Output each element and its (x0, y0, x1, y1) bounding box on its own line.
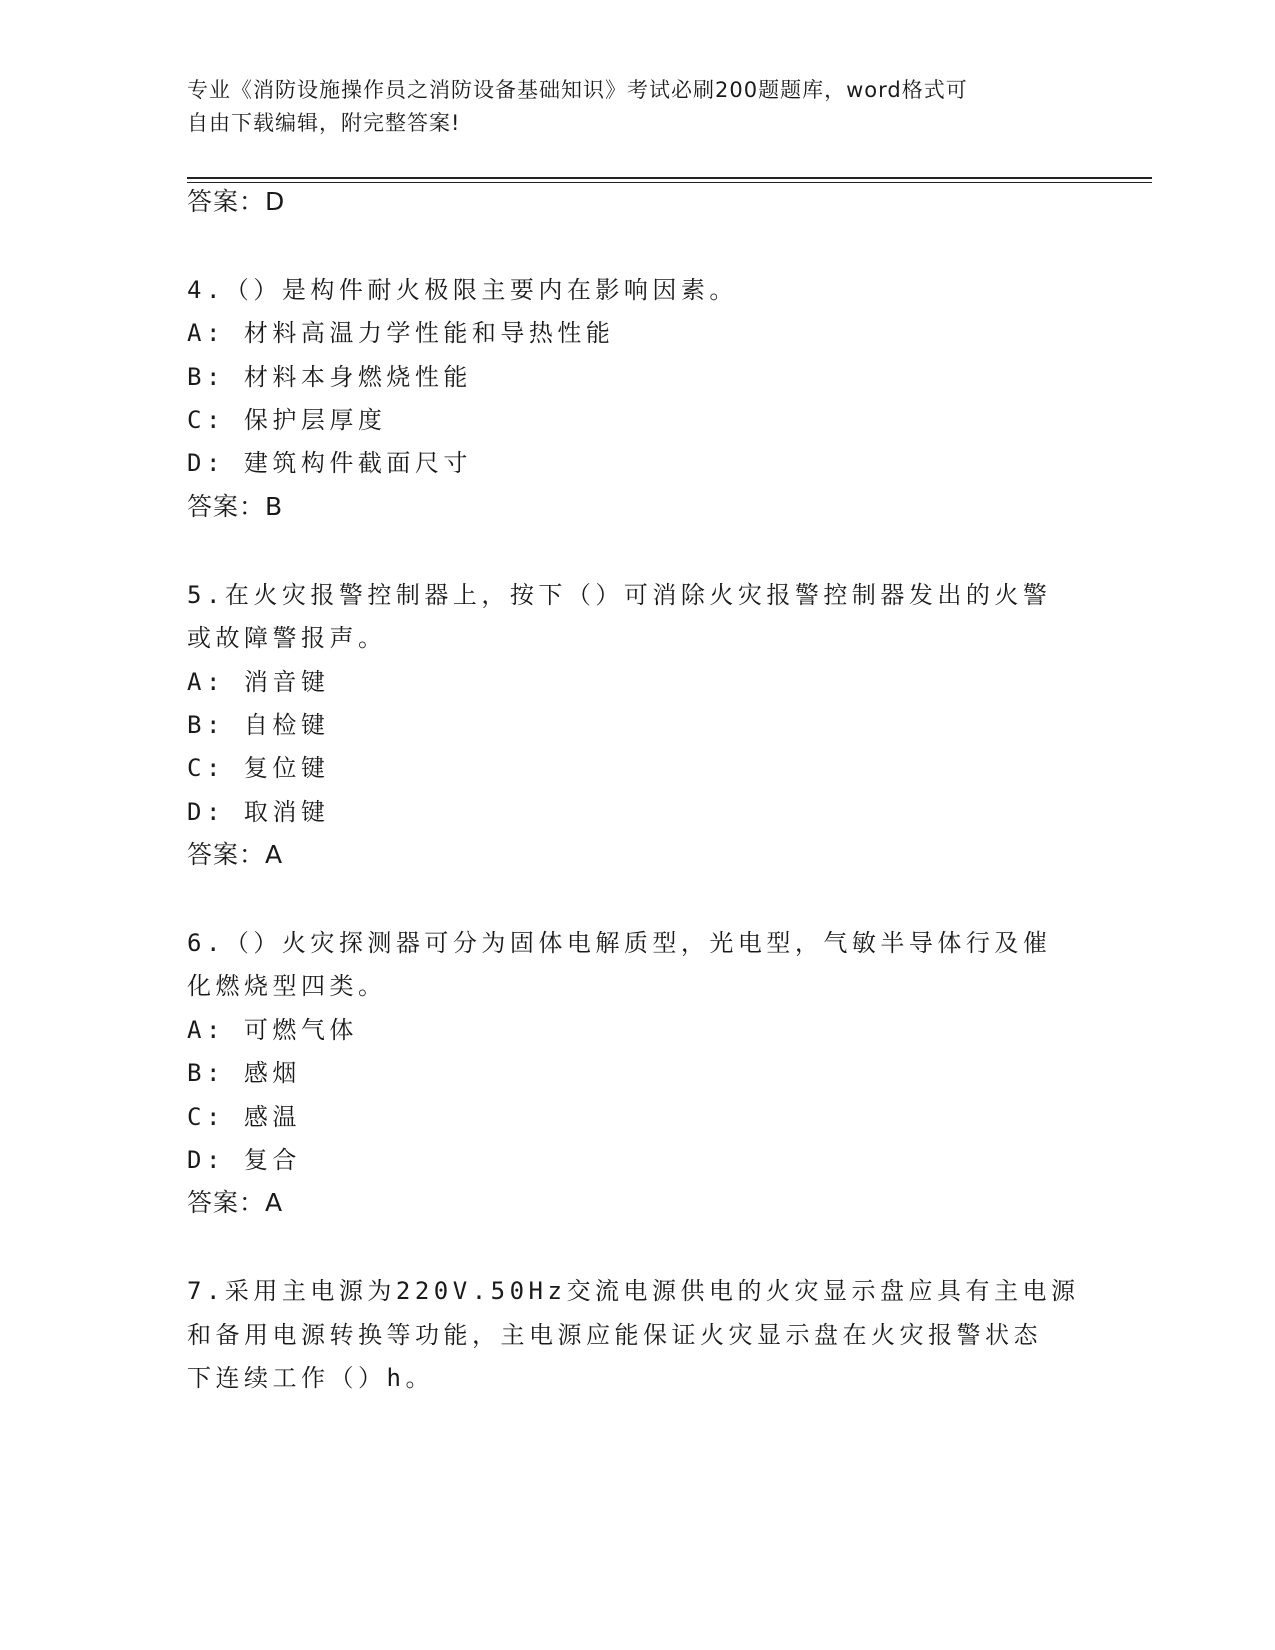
q7-stem-line-3: 下连续工作（）h。 (187, 1364, 434, 1392)
q7-stem-line-1: 7.采用主电源为220V.50Hz交流电源供电的火灾显示盘应具有主电源 (187, 1277, 1080, 1305)
q4-option-a: A: 材料高温力学性能和导热性能 (187, 319, 615, 347)
q4-option-c: C: 保护层厚度 (187, 406, 387, 434)
q5-stem-line-1: 5.在火灾报警控制器上，按下（）可消除火灾报警控制器发出的火警 (187, 581, 1052, 609)
q6-option-c: C: 感温 (187, 1103, 301, 1131)
q6-option-a: A: 可燃气体 (187, 1016, 358, 1044)
q5-stem-line-2: 或故障警报声。 (187, 624, 387, 652)
document-header (187, 74, 1067, 140)
header-line-2: 自由下载编辑，附完整答案! (187, 111, 461, 135)
q6-stem-line-2: 化燃烧型四类。 (187, 972, 387, 1000)
answer-prev: 答案：D (187, 187, 286, 216)
q5-option-a: A: 消音键 (187, 668, 330, 696)
q6-option-d: D: 复合 (187, 1146, 301, 1174)
q5-answer: 答案：A (187, 840, 284, 869)
q6-stem-line-1: 6.（）火灾探测器可分为固体电解质型，光电型，气敏半导体行及催 (187, 929, 1052, 957)
q4-option-b: B: 材料本身燃烧性能 (187, 363, 472, 391)
q4-answer: 答案：B (187, 492, 284, 521)
q4-stem: 4.（）是构件耐火极限主要内在影响因素。 (187, 276, 738, 304)
q4-option-d: D: 建筑构件截面尺寸 (187, 449, 472, 477)
header-line-1: 专业《消防设施操作员之消防设备基础知识》考试必刷200题题库，word格式可 (187, 78, 968, 102)
header-rule-thick (187, 177, 1152, 179)
q5-option-c: C: 复位键 (187, 754, 330, 782)
header-rule-thin (187, 182, 1152, 183)
q6-answer: 答案：A (187, 1188, 284, 1217)
q6-option-b: B: 感烟 (187, 1059, 301, 1087)
q5-option-d: D: 取消键 (187, 798, 330, 826)
q5-option-b: B: 自检键 (187, 711, 330, 739)
q7-stem-line-2: 和备用电源转换等功能，主电源应能保证火灾显示盘在火灾报警状态 (187, 1321, 1042, 1349)
